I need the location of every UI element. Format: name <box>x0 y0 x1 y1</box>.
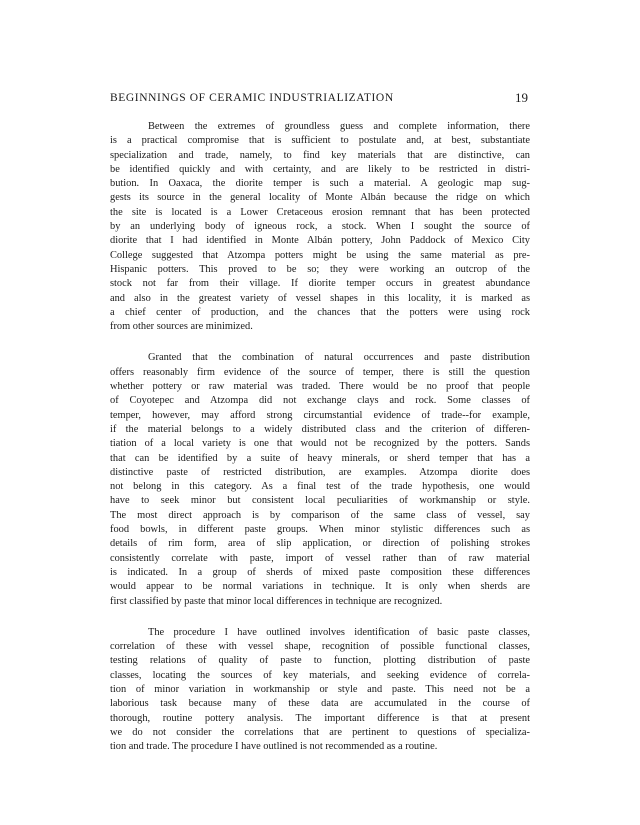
text-line: first classified by paste that minor local differences in technique are recognized. <box>110 595 443 607</box>
text-line: gests its source in the general locality of Monte Albán because the ridge on which <box>110 192 530 204</box>
text-line: that can be identified by a suite of heavy minerals, or sherd temper that has a <box>110 452 530 464</box>
text-line: thorough, routine pottery analysis. The important difference is that at present <box>110 712 530 724</box>
text-line: bution. In Oaxaca, the diorite temper is such a material. A geologic map sug- <box>110 178 530 190</box>
text-line: College suggested that Atzompa potters might be using the same material as pre- <box>110 249 530 261</box>
paragraph-3 <box>110 626 530 755</box>
text-line: correlation of these with vessel shape, recognition of possible functional classes, <box>110 641 530 653</box>
text-line: from other sources are minimized. <box>110 321 253 333</box>
text-line: The procedure I have outlined involves identification of basic paste classes, <box>148 626 530 638</box>
text-line: is indicated. In a group of sherds of mixed paste composition these differences <box>110 566 530 578</box>
text-line: whether pottery or raw material was traded. There would be no proof that people <box>110 381 530 393</box>
text-line: stock not far from their village. If diorite temper occurs in greatest abundance <box>110 278 530 290</box>
text-line: and also in the greatest variety of vessel shapes in this locality, it is marked as <box>110 292 530 304</box>
text-line: temper, however, may afford strong circumstantial evidence of trade--for example, <box>110 409 530 421</box>
text-line: classes, locating the sources of key materials, and seeking evidence of correla- <box>110 669 530 681</box>
text-line: a chief center of production, and the chances that the potters were using rock <box>110 306 530 318</box>
text-line: consistently correlate with paste, import of vessel rather than of raw material <box>110 552 530 564</box>
text-line: testing relations of quality of paste to function, plotting distribution of paste <box>110 655 530 667</box>
text-line: the site is located is a Lower Cretaceous erosion remnant that has been protected <box>110 206 530 218</box>
text-line: have to seek minor but consistent local peculiarities of workmanship or style. <box>110 495 530 507</box>
body-text <box>110 120 530 771</box>
running-title: BEGINNINGS OF CERAMIC INDUSTRIALIZATION <box>110 92 394 104</box>
text-line: tion of minor variation in workmanship or style and paste. This need not be a <box>110 683 530 695</box>
text-line: if the material belongs to a widely distributed class and the criterion of differen- <box>110 423 530 435</box>
paragraph-2 <box>110 351 530 608</box>
text-line: tiation of a local variety is one that would not be recognized by the potters. Sands <box>110 438 530 450</box>
text-line: of Coyotepec and Atzompa did not exchange clays and rock. Some classes of <box>110 395 530 407</box>
paragraph-1 <box>110 120 530 334</box>
text-line: offers reasonably firm evidence of the source of temper, there is still the question <box>110 366 530 378</box>
text-line: be identified quickly and with certainty, and are likely to be restricted in distri- <box>110 163 530 175</box>
text-line: The most direct approach is by comparison of the same class of vessel, say <box>110 509 530 521</box>
text-line: laborious task because many of these data are accumulated in the course of <box>110 698 530 710</box>
text-line: Between the extremes of groundless guess and complete information, there <box>148 121 530 132</box>
text-line: diorite that I had identified in Monte Albán pottery, John Paddock of Mexico City <box>110 235 530 247</box>
text-line: Hispanic potters. This proved to be so; they were working an outcrop of the <box>110 263 530 275</box>
page-number: 19 <box>515 90 528 105</box>
text-line: specialization and trade, namely, to find key materials that are distinctive, can <box>110 149 530 161</box>
text-line: distinctive paste of restricted distribution, are examples. Atzompa diorite does <box>110 466 530 478</box>
text-line: food bowls, in different paste groups. When minor stylistic differences such as <box>110 524 530 536</box>
text-line: Granted that the combination of natural occurrences and paste distribution <box>148 352 530 364</box>
text-line: we do not consider the correlations that are pertinent to questions of specializa- <box>110 726 530 738</box>
text-line: tion and trade. The procedure I have outlined is not recommended as a routine. <box>110 741 438 753</box>
text-line: not belong in this category. As a final test of the trade hypothesis, one would <box>110 481 530 493</box>
text-line: by an underlying body of igneous rock, a stock. When I sought the source of <box>110 221 530 233</box>
text-line: is a practical compromise that is sufficient to postulate and, at best, substantiate <box>110 135 530 147</box>
text-line: would appear to be normal variations in technique. It is only when sherds are <box>110 581 530 593</box>
running-header <box>110 92 528 108</box>
text-line: details of rim form, area of slip application, or direction of polishing strokes <box>110 538 530 550</box>
